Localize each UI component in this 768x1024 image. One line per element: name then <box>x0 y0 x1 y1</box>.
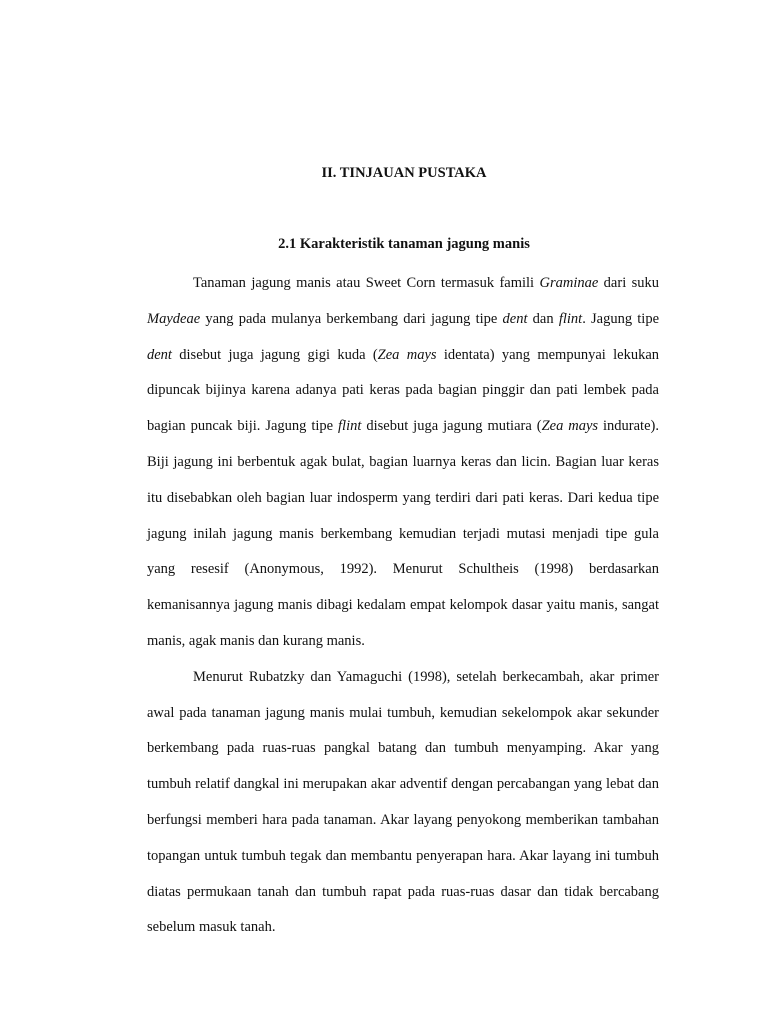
italic-term: Graminae <box>539 275 599 291</box>
italic-term: dent <box>147 346 172 363</box>
paragraph-text: indurate). Biji jagung ini berbentuk agak bulat, bagian luarnya keras dan licin. Bagian luar keras itu disebabkan oleh bagian luar indosperm yang terdiri dari pati keras. Dari kedua tipe jagung inilah jagung manis berkembang kemudian terjadi mutasi menjadi tipe gula yang resesif (Anonymous, 1992). Menurut Schultheis (1998) berdasarkan kemanisannya jagung manis dibagi kedalam empat kelompok dasar yaitu manis, sangat manis, agak manis dan kurang manis. <box>147 418 659 649</box>
paragraph-text: yang pada mulanya berkembang dari jagung tipe <box>200 310 503 327</box>
paragraph <box>147 266 659 660</box>
paragraph-text: Tanaman jagung manis atau Sweet Corn termasuk famili <box>193 275 540 291</box>
paragraph <box>147 660 659 946</box>
paragraph-text: dan <box>527 310 559 327</box>
italic-term: dent <box>502 310 528 327</box>
paragraph-text: identata) yang mempunyai lekukan dipuncak bijinya karena adanya pati keras pada bagian pinggir dan pati lembek pada bagian puncak biji. Jagung tipe <box>147 346 660 435</box>
italic-term: Zea mays <box>377 346 437 363</box>
italic-term: Zea mays <box>541 418 599 435</box>
italic-term: flint <box>558 310 583 327</box>
section-title: 2.1 Karakteristik tanaman jagung manis <box>278 236 530 252</box>
body-text <box>147 266 659 946</box>
paragraph-text: Menurut Rubatzky dan Yamaguchi (1998), setelah berkecambah, akar primer awal pada tanaman jagung manis mulai tumbuh, kemudian sekelompok akar sekunder berkembang pada ruas-ruas pangkal batang dan tumbuh menyamping. Akar yang tumbuh relatif dangkal ini merupakan akar adventif dengan percabangan yang lebat dan berfungsi memberi hara pada tanaman. Akar layang penyokong memberikan tambahan topangan untuk tumbuh tegak dan membantu penyerapan hara. Akar layang ini tumbuh diatas permukaan tanah dan tumbuh rapat pada ruas-ruas dasar dan tidak bercabang sebelum masuk tanah. <box>147 668 659 936</box>
italic-term: flint <box>338 418 362 435</box>
paragraph-text: disebut juga jagung gigi kuda ( <box>171 346 378 363</box>
paragraph-text: dari suku <box>598 275 660 291</box>
paragraph-text: . Jagung tipe <box>582 310 660 327</box>
chapter-title: II. TINJAUAN PUSTAKA <box>321 165 487 181</box>
paragraph-text: disebut juga jagung mutiara ( <box>361 418 542 435</box>
italic-term: Maydeae <box>147 310 201 327</box>
